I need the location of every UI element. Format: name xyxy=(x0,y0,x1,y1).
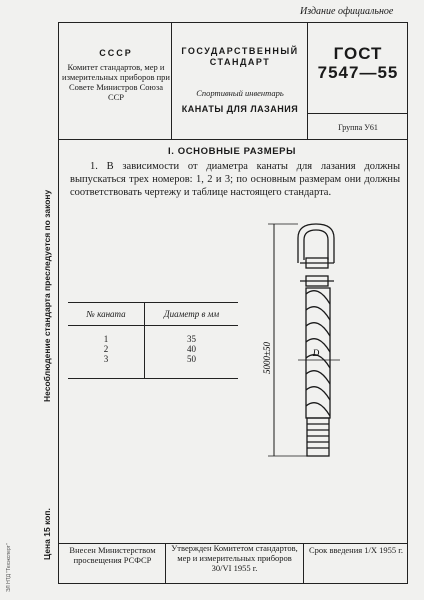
header-left xyxy=(60,48,172,102)
table-cell: 3 xyxy=(68,354,145,379)
rope-end-binding xyxy=(307,424,329,448)
standard-subtitle: Спортивный инвентарь xyxy=(196,88,284,98)
diameter-label: D xyxy=(312,348,320,358)
footer-approved: Утвержден Комитетом стандартов, мер и измерительных приборов 30/VI 1955 г. xyxy=(171,543,298,573)
law-notice: Несоблюдение стандарта преследуется по закону xyxy=(42,189,52,402)
length-label: 5000±50 xyxy=(262,342,272,374)
footer-introduced: Внесен Министерством просвещения РСФСР xyxy=(69,545,156,565)
group-label: Группа У61 xyxy=(338,123,378,132)
standard-title xyxy=(172,46,308,68)
price-label: Цена 15 коп. xyxy=(42,508,52,560)
column-header-number: № каната xyxy=(68,303,145,326)
edition-label: Издание официальное xyxy=(300,6,394,17)
title-line-1: ГОСУДАРСТВЕННЫЙ xyxy=(181,46,299,56)
sizes-table xyxy=(68,302,238,379)
gost-number: 7547—55 xyxy=(317,63,399,82)
gost-code xyxy=(308,44,408,82)
group-top-line xyxy=(307,113,407,114)
standard-name: КАНАТЫ ДЛЯ ЛАЗАНИЯ xyxy=(181,104,299,114)
table-cell: 50 xyxy=(145,354,239,379)
table-cell: 1 xyxy=(68,326,145,345)
rope-loop-inner xyxy=(304,230,328,260)
source-stamp: ЭЛ НТД "Техэксперт" xyxy=(6,543,12,592)
section-title: I. ОСНОВНЫЕ РАЗМЕРЫ xyxy=(168,146,297,157)
table-cell: 2 xyxy=(68,344,145,354)
header-divider xyxy=(59,139,407,140)
table-row xyxy=(68,344,238,354)
country-label: СССР xyxy=(99,48,133,58)
body-paragraph: 1. В зависимости от диаметра канаты для лазания должны выпускаться трех номеров: 1, 2 и 3; по основным размерам они должны соответствовать чертежу и таблице настоящего стандарта. xyxy=(70,161,400,198)
table-header-row xyxy=(68,303,238,326)
table-cell: 40 xyxy=(187,344,196,354)
committee-label: Комитет стандартов, мер и измерительных приборов при Совете Министров Союза ССР xyxy=(62,62,170,102)
table-row xyxy=(68,354,238,379)
side-margin xyxy=(42,80,56,570)
column-header-diameter: Диаметр в мм xyxy=(145,303,239,326)
table-row xyxy=(68,326,238,345)
table-cell: 35 xyxy=(187,334,196,344)
footer-effective-date: Срок введения 1/X 1955 г. xyxy=(309,545,403,555)
title-line-2: СТАНДАРТ xyxy=(209,57,271,67)
gost-label: ГОСТ xyxy=(333,44,383,63)
rope-drawing xyxy=(250,218,400,473)
